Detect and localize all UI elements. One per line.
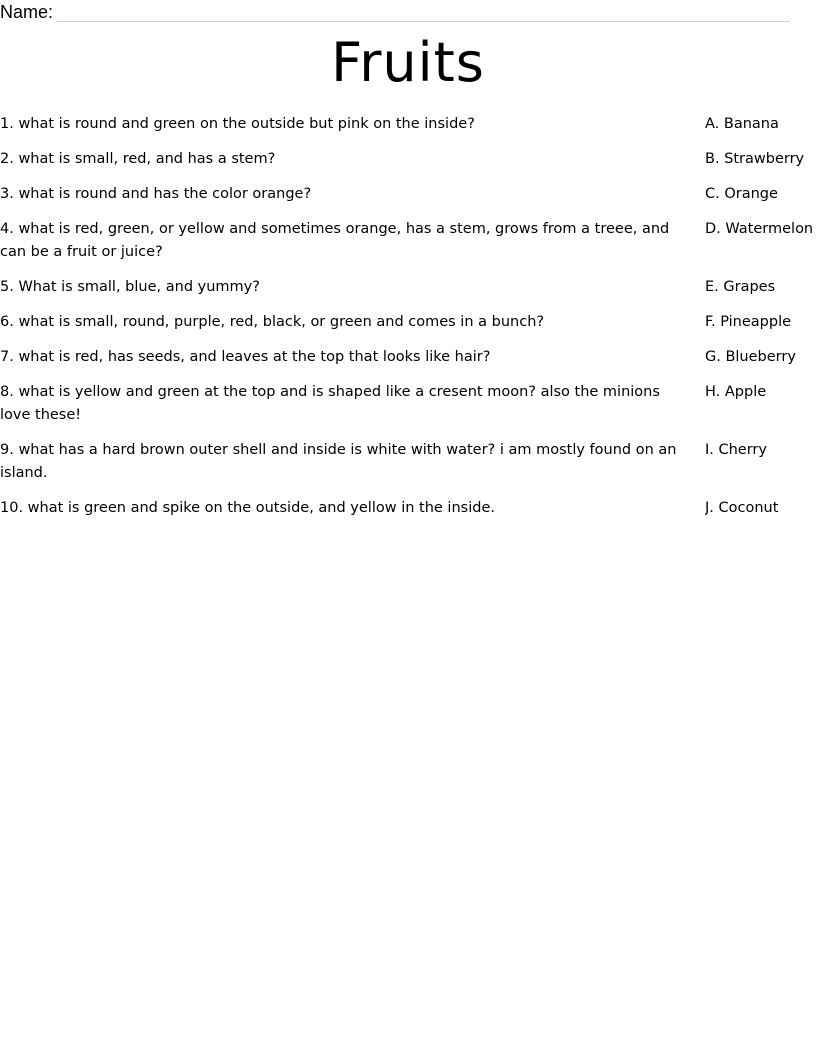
question-7: 7. what is red, has seeds, and leaves at the top that looks like hair? — [0, 349, 491, 365]
match-row-1 — [0, 113, 816, 136]
match-row-10 — [0, 497, 816, 520]
question-5: 5. What is small, blue, and yummy? — [0, 279, 260, 295]
answer-j: J. Coconut — [705, 500, 779, 516]
name-label: Name: — [0, 2, 54, 22]
question-10: 10. what is green and spike on the outside, and yellow in the inside. — [0, 500, 495, 516]
question-8: 8. what is yellow and green at the top and is shaped like a cresent moon? also the minions love these! — [0, 384, 660, 423]
answer-h: H. Apple — [705, 384, 767, 400]
page-title: Fruits — [331, 31, 485, 94]
answer-e: E. Grapes — [705, 279, 776, 295]
answer-i: I. Cherry — [705, 442, 767, 458]
match-row-3 — [0, 183, 816, 206]
match-row-2 — [0, 148, 816, 171]
match-row-5 — [0, 276, 816, 299]
answer-f: F. Pineapple — [705, 314, 792, 330]
question-3: 3. what is round and has the color orange? — [0, 186, 312, 202]
answer-c: C. Orange — [705, 186, 778, 202]
answer-d: D. Watermelon — [705, 221, 814, 237]
match-row-4 — [0, 218, 816, 264]
match-row-8 — [0, 381, 816, 427]
answer-a: A. Banana — [705, 116, 779, 132]
name-write-line — [57, 4, 790, 22]
answer-b: B. Strawberry — [705, 151, 805, 167]
match-row-6 — [0, 311, 816, 334]
question-4: 4. what is red, green, or yellow and sometimes orange, has a stem, grows from a treee, and can be a fruit or juice? — [0, 221, 670, 260]
matching-list — [0, 113, 816, 532]
question-9: 9. what has a hard brown outer shell and inside is white with water? i am mostly found on an island. — [0, 442, 677, 481]
match-row-7 — [0, 346, 816, 369]
match-row-9 — [0, 439, 816, 485]
question-6: 6. what is small, round, purple, red, black, or green and comes in a bunch? — [0, 314, 545, 330]
question-2: 2. what is small, red, and has a stem? — [0, 151, 276, 167]
answer-g: G. Blueberry — [705, 349, 796, 365]
question-1: 1. what is round and green on the outside but pink on the inside? — [0, 116, 475, 132]
name-row — [0, 0, 790, 22]
